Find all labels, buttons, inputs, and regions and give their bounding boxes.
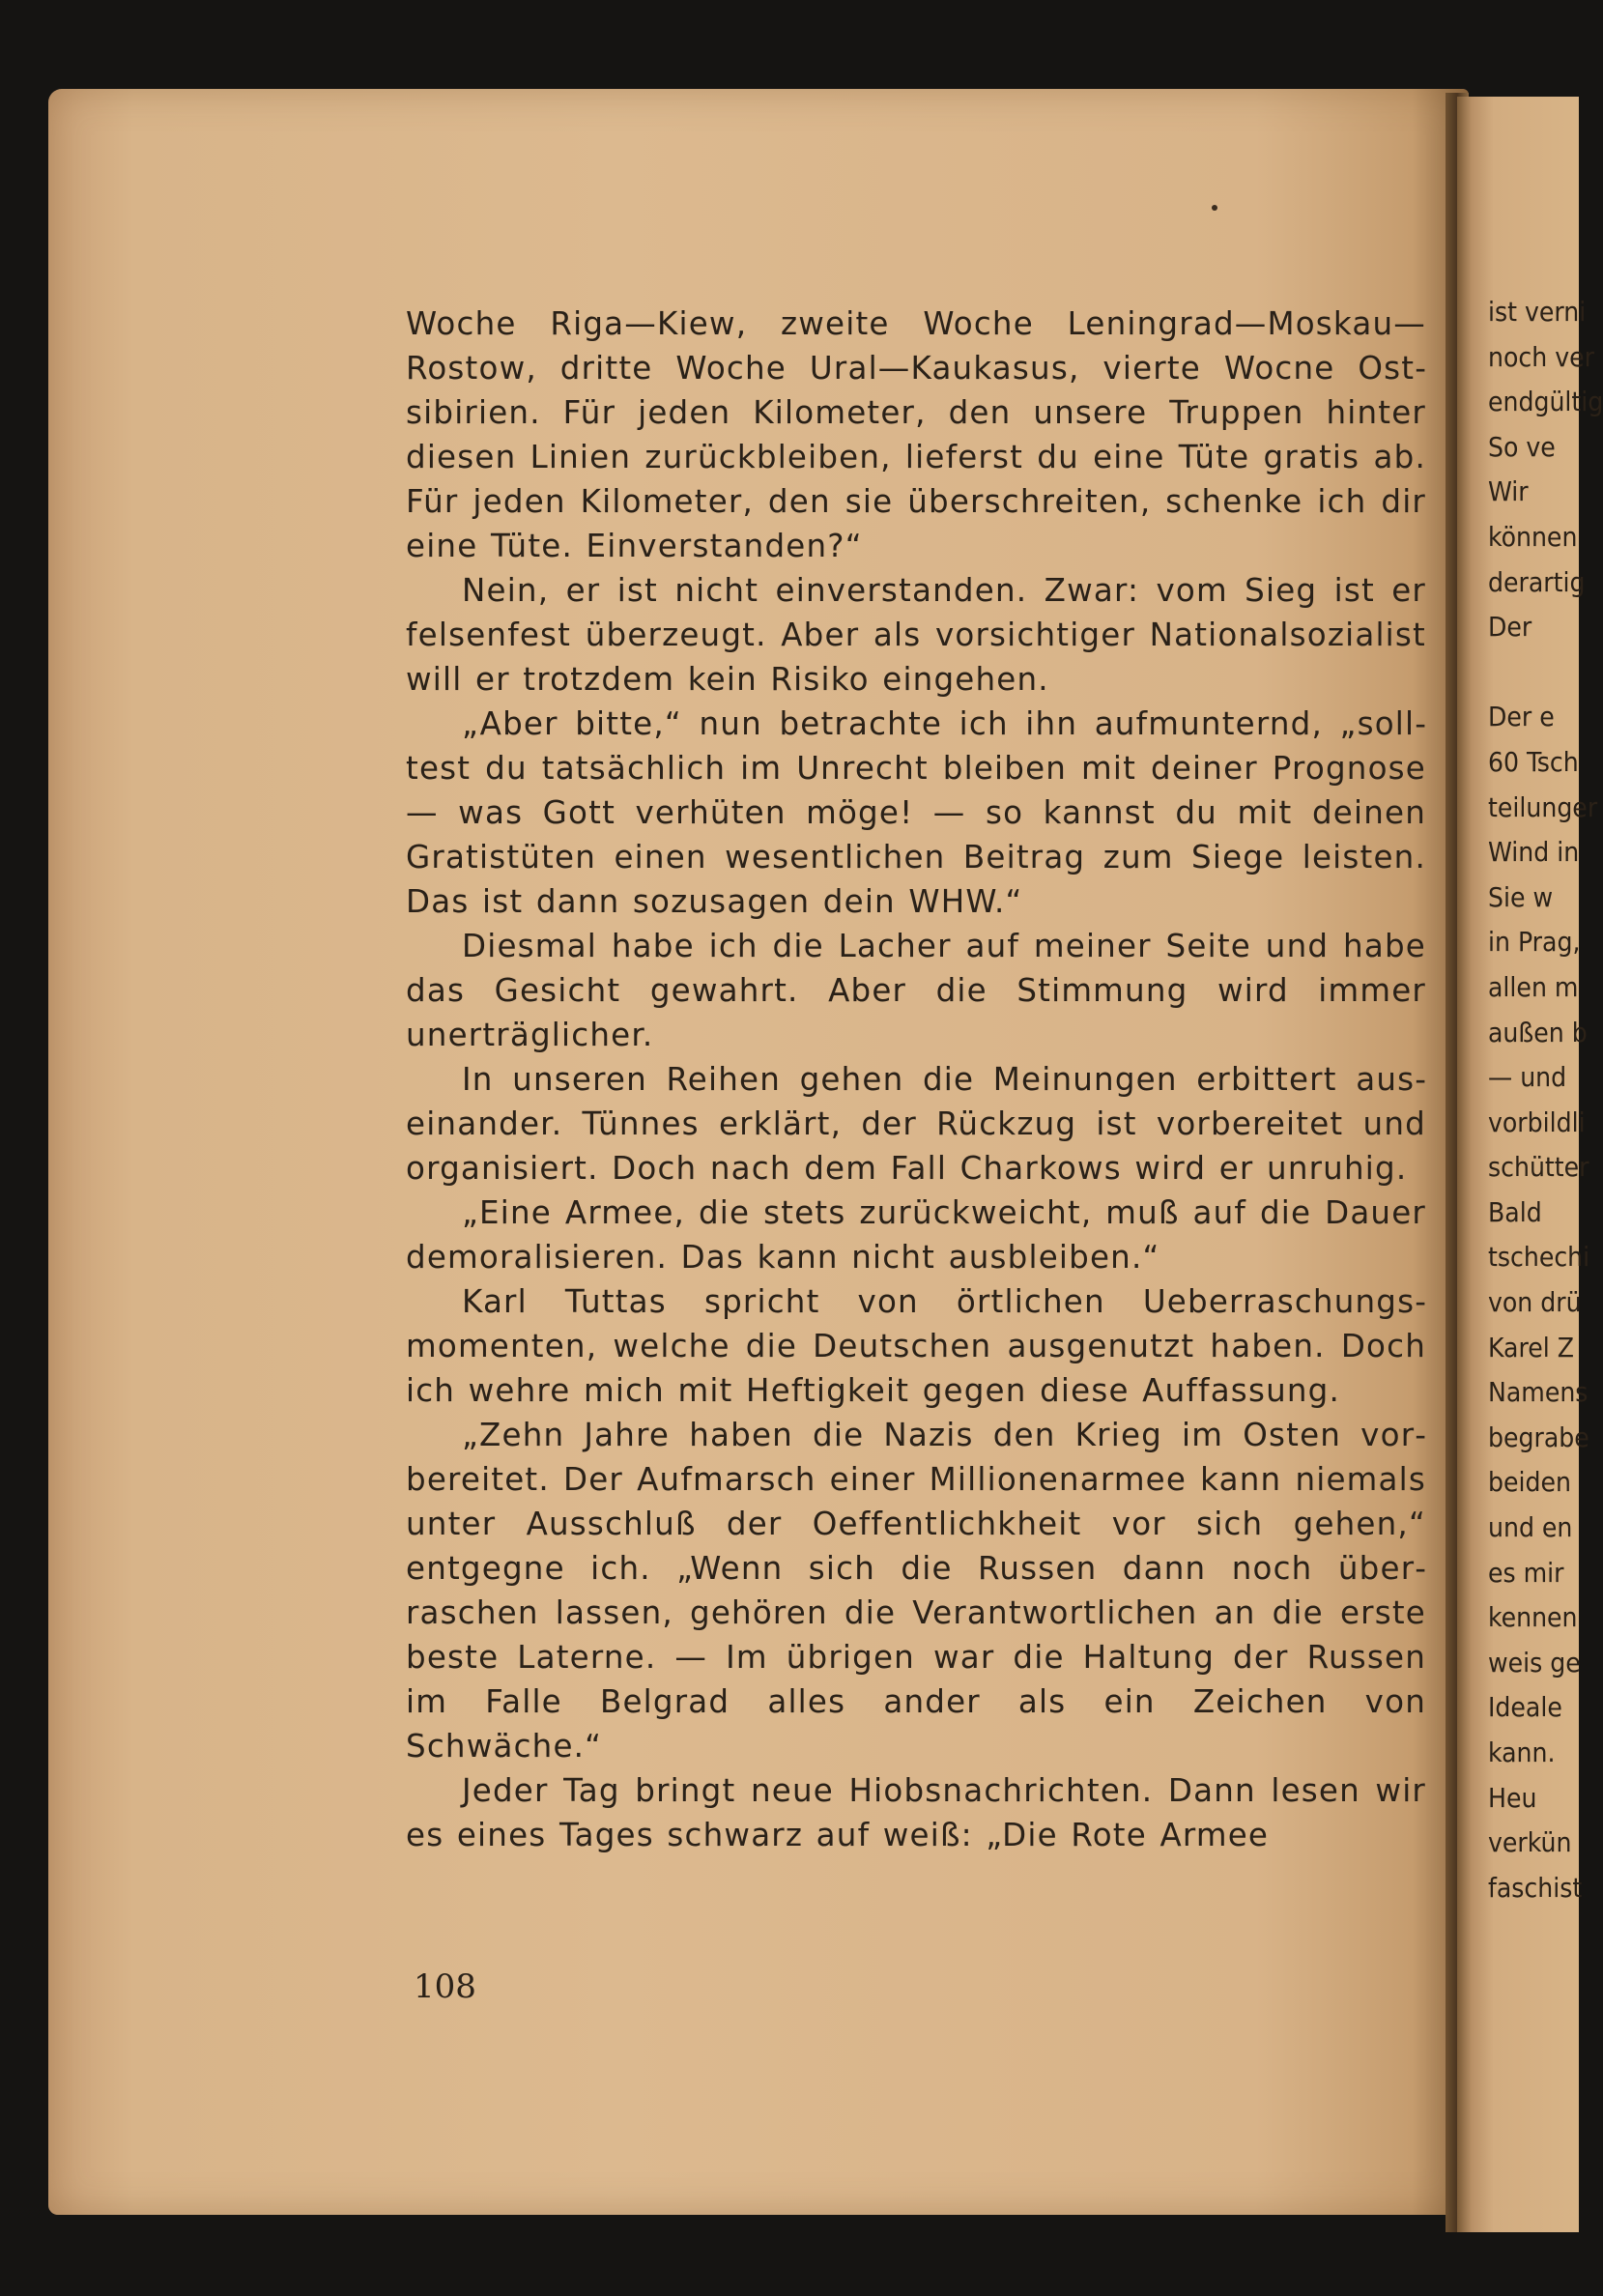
facing-page-line: können [1488, 520, 1578, 553]
facing-page-line: kann. [1488, 1736, 1556, 1768]
facing-page-line: Heu [1488, 1781, 1537, 1814]
facing-page-line: Karel Z [1488, 1331, 1574, 1363]
facing-page-line: weis ge [1488, 1646, 1581, 1679]
facing-page-line [1488, 650, 1579, 696]
facing-page-line: Bald [1488, 1195, 1542, 1228]
page-text-block [406, 301, 1426, 1857]
facing-page-line: Wir [1488, 475, 1529, 508]
page-number: 108 [414, 1967, 476, 2006]
facing-page-line: Namens [1488, 1376, 1589, 1409]
facing-page-line: begrabe [1488, 1421, 1589, 1453]
facing-page-line: Sie w [1488, 880, 1554, 913]
facing-page-line: endgültig [1488, 386, 1603, 418]
facing-page-line: tschechi [1488, 1241, 1590, 1274]
facing-page-line: Wind in [1488, 836, 1580, 869]
paragraph: In unseren Reihen gehen die Meinungen erbittert auseinander. Tünnes erklärt, der Rückzug ist vorbereitet und organisiert. Doch nach dem Fall Charkows wird er unruhig. [406, 1061, 1426, 1187]
paragraph: Jeder Tag bringt neue Hiobsnachrichten. Dann lesen wir es eines Tages schwarz auf weiß: „Die Rote Armee [406, 1772, 1426, 1853]
facing-page-line: 60 Tsch [1488, 745, 1579, 778]
facing-page-line: schütter [1488, 1151, 1589, 1184]
facing-page-line: Der [1488, 611, 1532, 644]
facing-page-line: Ideale [1488, 1691, 1562, 1724]
paragraph: Woche Riga—Kiew, zweite Woche Leningrad—Moskau—Rostow, dritte Woche Ural—Kaukasus, vierte Wocne Ostsibirien. Für jeden Kilometer, den unsere Truppen hinter diesen Linien zurückbleiben, lieferst du eine Tüte gratis ab. Für jeden Kilometer, den sie überschreiten, schenke ich dir eine Tüte. Einverstanden?“ [406, 305, 1426, 564]
facing-page-line: Der e [1488, 701, 1555, 733]
ink-speck [1212, 205, 1217, 211]
facing-page-line: verkün [1488, 1826, 1572, 1859]
facing-page-line: es mir [1488, 1556, 1564, 1589]
facing-page-line: vorbildli [1488, 1105, 1586, 1138]
facing-page-text [1488, 290, 1603, 1910]
facing-page-line: derartig [1488, 565, 1586, 598]
facing-page-line: So ve [1488, 430, 1556, 463]
facing-page-line: — und [1488, 1061, 1567, 1094]
facing-page-line: in Prag, [1488, 926, 1581, 959]
paragraph: Karl Tuttas spricht von örtlichen Ueberraschungsmomenten, welche die Deutschen ausgenutzt haben. Doch ich wehre mich mit Heftigkeit gegen diese Auffassung. [406, 1283, 1426, 1409]
paragraph: „Aber bitte,“ nun betrachte ich ihn aufmunternd, „solltest du tatsächlich im Unrecht bleiben mit deiner Prognose — was Gott verhüten möge! — so kannst du mit deinen Gratistüten einen wesentlichen Beitrag zum Siege leisten. Das ist dann sozusagen dein WHW.“ [406, 705, 1426, 920]
facing-page-line: faschist [1488, 1871, 1583, 1904]
paragraph: „Zehn Jahre haben die Nazis den Krieg im Osten vorbereitet. Der Aufmarsch einer Millionenarmee kann niemals unter Ausschluß der Oeffentlichkheit vor sich gehen,“ entgegne ich. „Wenn sich die Russen dann noch überraschen lassen, gehören die Verantwortlichen an die erste beste Laterne. — Im übrigen war die Haltung der Russen im Falle Belgrad alles ander als ein Zeichen von Schwäche.“ [406, 1417, 1426, 1765]
paragraph: Nein, er ist nicht einverstanden. Zwar: vom Sieg ist er felsenfest überzeugt. Aber als vorsichtiger Nationalsozialist will er trotzdem kein Risiko eingehen. [406, 572, 1426, 698]
facing-page-line: von drü [1488, 1286, 1582, 1319]
facing-page-line: außen b [1488, 1016, 1588, 1048]
facing-page-line: und en [1488, 1511, 1573, 1544]
facing-page-line: kennen [1488, 1601, 1578, 1634]
facing-page-line: beiden [1488, 1466, 1571, 1499]
paragraph: „Eine Armee, die stets zurückweicht, muß auf die Dauer demoralisieren. Das kann nicht ausbleiben.“ [406, 1194, 1426, 1276]
facing-page-line: noch ver [1488, 340, 1594, 373]
facing-page-line: ist verni [1488, 296, 1587, 328]
facing-page-line: allen m [1488, 970, 1579, 1003]
facing-page-line: teilunger [1488, 790, 1598, 823]
paragraph: Diesmal habe ich die Lacher auf meiner Seite und habe das Gesicht gewahrt. Aber die Stimmung wird immer unerträglicher. [406, 928, 1426, 1053]
